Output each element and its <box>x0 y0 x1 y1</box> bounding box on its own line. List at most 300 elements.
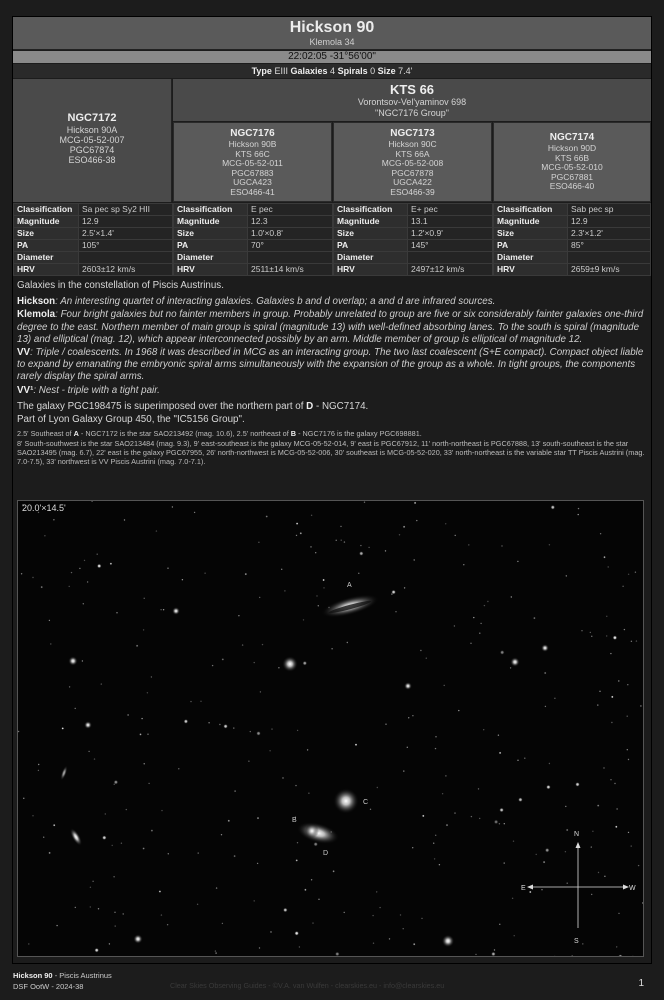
star <box>347 642 348 643</box>
page-subtitle: Klemola 34 <box>309 37 355 47</box>
table-row <box>494 204 651 216</box>
nearby-text: A <box>73 429 79 439</box>
star <box>49 620 50 621</box>
star <box>494 949 495 950</box>
star <box>167 924 168 925</box>
galaxy-alias: MCG-05-52-011 <box>222 158 283 169</box>
value-cell: 1.0'×0.8' <box>248 228 333 240</box>
properties-table-ngc7173 <box>333 203 493 276</box>
star <box>316 595 317 596</box>
star <box>597 804 600 807</box>
bright-star <box>442 935 455 948</box>
star <box>603 556 606 559</box>
compass-w: W <box>629 885 636 892</box>
star <box>622 586 623 587</box>
star <box>565 851 566 852</box>
star <box>61 727 64 730</box>
star <box>611 722 612 723</box>
star <box>500 650 505 655</box>
star <box>84 560 85 561</box>
table-row <box>14 264 173 276</box>
star <box>299 946 300 947</box>
star <box>178 768 179 769</box>
table-row <box>494 228 651 240</box>
nearby-objects-2: 8' South-southwest is the star SAO213484 (mag. 9.3), 9' east-southeast is the galaxy MCG-05-52-014, 9' east is PGC67912, 11' north-northeast is PGC67888, 13' south-southeast is the star SAO213495 (mag. 6.7), 22' east is the galaxy PGC67955, 26' north-northwest is MCG-05-52-006, 30' southeast is MCG-05-52-020, 33' north-northeast is the variable star TT Piscis Austrini (mag. 7.0-7.5), 33' northwest is VV Piscis Austrini (mag. 7.0-7.1). <box>17 439 645 467</box>
star <box>412 715 413 716</box>
table-row <box>14 252 173 264</box>
galaxy-alias: UGCA423 <box>233 177 272 188</box>
star <box>322 579 325 582</box>
star <box>512 898 513 899</box>
star <box>219 724 220 725</box>
star <box>501 545 502 546</box>
galaxy-card-ngc7173 <box>333 122 492 202</box>
star <box>499 924 500 925</box>
label-cell: HRV <box>334 264 408 276</box>
star <box>121 843 122 844</box>
table-row <box>174 228 333 240</box>
table-row <box>334 204 493 216</box>
star <box>575 782 580 787</box>
star <box>167 568 168 569</box>
star <box>608 566 609 567</box>
label-cell: Diameter <box>14 252 79 264</box>
star <box>265 515 268 518</box>
star <box>414 502 417 505</box>
star <box>445 523 446 524</box>
star <box>335 952 340 957</box>
star <box>604 876 605 877</box>
star <box>373 943 374 944</box>
star <box>208 722 209 723</box>
value-cell: 2511±14 km/s <box>248 264 333 276</box>
star <box>413 943 416 946</box>
star <box>581 630 582 631</box>
star <box>504 823 505 824</box>
pgc-paragraph <box>17 401 649 413</box>
constellation-text: Galaxies in the constellation of Piscis Austrinus. <box>17 280 224 291</box>
galaxy-alias: UGCA422 <box>393 177 432 188</box>
star <box>638 865 639 866</box>
star <box>151 676 152 677</box>
star <box>403 928 404 929</box>
star <box>463 564 464 565</box>
star <box>32 577 33 578</box>
star <box>517 561 518 562</box>
star <box>234 790 235 791</box>
star <box>303 619 304 620</box>
lyon-paragraph: Part of Lyon Galaxy Group 450, the "IC5156 Group". <box>17 414 245 426</box>
star <box>591 636 592 637</box>
star <box>578 514 579 515</box>
bright-star <box>133 934 143 944</box>
label-cell: Classification <box>174 204 248 216</box>
nearby-text: 2.5' Southeast of <box>17 429 74 439</box>
star <box>296 535 297 536</box>
star <box>494 820 499 825</box>
star <box>624 629 625 630</box>
star <box>115 925 116 926</box>
star <box>222 923 223 924</box>
star <box>610 779 611 780</box>
star <box>126 809 127 810</box>
star <box>75 907 76 908</box>
star <box>200 701 201 702</box>
star <box>529 956 530 957</box>
star <box>269 750 270 751</box>
star <box>43 837 44 838</box>
star <box>385 550 386 551</box>
value-cell: 85° <box>568 240 651 252</box>
star <box>433 843 434 844</box>
galaxy-alias: PGC67881 <box>550 171 594 182</box>
star <box>163 609 164 610</box>
label-cell: Diameter <box>494 252 568 264</box>
star <box>499 752 502 755</box>
table-row <box>494 216 651 228</box>
group-header-kts66 <box>173 79 651 121</box>
galaxy-alias: MCG-05-52-010 <box>541 162 603 173</box>
star <box>543 861 546 864</box>
star <box>341 540 342 541</box>
star <box>544 672 547 675</box>
galaxy-alias: PGC67878 <box>391 167 434 178</box>
star <box>444 685 445 686</box>
star <box>112 845 113 846</box>
star <box>360 545 361 546</box>
star <box>442 793 443 794</box>
galaxy-name: NGC7174 <box>549 132 595 143</box>
star <box>615 825 618 828</box>
star <box>147 734 148 735</box>
star <box>254 900 255 901</box>
label-cell: PA <box>174 240 248 252</box>
star <box>142 847 145 850</box>
star <box>260 691 261 692</box>
footer-info <box>13 970 112 992</box>
star <box>311 879 312 880</box>
value-cell: 1.2'×0.9' <box>408 228 493 240</box>
star <box>631 845 632 846</box>
star <box>541 889 542 890</box>
galaxy-alias: ESO466-40 <box>549 181 595 192</box>
star <box>82 660 83 661</box>
star <box>591 846 592 847</box>
star <box>332 870 335 873</box>
star <box>144 763 145 764</box>
galaxy-alias: KTS 66A <box>395 148 430 159</box>
star <box>97 554 98 555</box>
vv1-paragraph <box>17 385 649 397</box>
star <box>344 912 345 913</box>
star <box>454 812 455 813</box>
value-cell <box>248 252 333 264</box>
star <box>204 573 205 574</box>
properties-table-ngc7174 <box>493 203 651 276</box>
pgc-text-b: D <box>306 400 314 412</box>
star <box>517 760 518 761</box>
star <box>281 569 282 570</box>
star <box>221 658 224 661</box>
star <box>628 574 629 575</box>
table-row <box>334 252 493 264</box>
star <box>69 686 70 687</box>
star <box>92 881 93 882</box>
star <box>487 601 488 602</box>
table-row <box>174 264 333 276</box>
star <box>478 788 479 789</box>
page-number: 1 <box>638 978 644 989</box>
star <box>223 724 228 729</box>
star <box>160 609 161 610</box>
star <box>479 818 480 819</box>
star <box>233 727 234 728</box>
compass-n: N <box>574 831 580 838</box>
value-cell: 2659±9 km/s <box>568 264 651 276</box>
star <box>635 572 636 573</box>
star <box>491 952 496 957</box>
galaxies-label: Galaxies <box>290 66 328 76</box>
star <box>554 698 555 699</box>
label-cell: Diameter <box>334 252 408 264</box>
value-cell <box>79 252 173 264</box>
galaxies-value: 4 <box>330 66 336 76</box>
star <box>603 767 604 768</box>
label-cell: Magnitude <box>14 216 79 228</box>
star <box>391 590 396 595</box>
label-cell: Diameter <box>174 252 248 264</box>
value-cell: E pec <box>248 204 333 216</box>
star <box>21 573 22 574</box>
galaxy-alias: Hickson 90B <box>228 139 277 149</box>
star <box>364 502 365 503</box>
klemola-paragraph <box>17 309 649 346</box>
galaxy-alias: Hickson 90C <box>388 139 437 149</box>
label-d: D <box>323 850 329 857</box>
galaxy-card-ngc7174 <box>493 122 651 202</box>
starfield <box>18 501 644 957</box>
type-value: EIII <box>274 66 288 76</box>
klemola-text: : Four bright galaxies but no fainter members in group. Probably unrelated to group are five or six considerably fainter galaxies one-third degree to the east. Northern member of main group is spiral (magnitude 13) with well-defined absorbing lanes. To the south is spiral (magnitude 13) and elliptical (mag. 12), which appear interconnected possibly by an arm. Middle member of group is elliptical of magnitude 12. <box>17 309 644 345</box>
size-label: Size <box>377 66 396 76</box>
star <box>404 587 405 588</box>
value-cell: Sab pec sp <box>568 204 651 216</box>
star <box>407 747 408 748</box>
table-row <box>334 216 493 228</box>
table-row <box>334 240 493 252</box>
field-of-view: 20.0'×14.5' <box>22 503 66 513</box>
label-cell: HRV <box>174 264 248 276</box>
value-cell: 12.9 <box>79 216 173 228</box>
star <box>79 568 80 569</box>
star <box>628 832 629 833</box>
table-row <box>174 240 333 252</box>
star <box>435 736 436 737</box>
group-alias: "NGC7176 Group" <box>375 108 449 118</box>
pgc-text-a: The galaxy PGC198475 is superimposed over the northern part of <box>17 400 307 412</box>
galaxy-alias: ESO466-39 <box>390 186 435 197</box>
star <box>471 816 472 817</box>
star <box>455 535 456 536</box>
star <box>473 617 474 618</box>
star <box>161 810 162 811</box>
value-cell: 145° <box>408 240 493 252</box>
footer-title-line <box>13 970 112 981</box>
hickson-text: : An interesting quartet of interacting galaxies. Galaxies b and d overlap; a and d are infrared sources. <box>55 296 496 308</box>
star <box>258 542 259 543</box>
hickson-paragraph <box>17 296 649 308</box>
star <box>44 535 45 536</box>
value-cell: 12.9 <box>568 216 651 228</box>
star <box>242 644 243 645</box>
star <box>216 887 217 888</box>
star <box>97 564 102 569</box>
star <box>566 829 569 832</box>
sky-image <box>17 500 644 957</box>
galaxy-alias: ESO466-38 <box>68 155 116 165</box>
star <box>168 853 169 854</box>
star <box>284 590 285 591</box>
star <box>53 824 56 827</box>
star <box>302 661 307 666</box>
star <box>572 955 573 956</box>
star <box>94 948 99 953</box>
star <box>377 787 378 788</box>
table-row <box>174 252 333 264</box>
star <box>262 644 263 645</box>
star <box>331 648 332 649</box>
value-cell: 70° <box>248 240 333 252</box>
value-cell <box>408 252 493 264</box>
label-cell: Magnitude <box>334 216 408 228</box>
label-cell: Classification <box>14 204 79 216</box>
type-line <box>13 64 651 78</box>
star <box>403 770 404 771</box>
star <box>184 719 189 724</box>
star <box>358 573 359 574</box>
star <box>212 665 213 666</box>
star <box>499 808 504 813</box>
star <box>336 540 337 541</box>
star <box>614 783 615 784</box>
galaxy-alias: KTS 66C <box>235 148 270 159</box>
star <box>636 640 637 641</box>
star <box>426 658 427 659</box>
star <box>311 515 312 516</box>
galaxy-alias: Hickson 90D <box>547 143 597 153</box>
star <box>550 505 555 510</box>
star <box>172 506 173 507</box>
star <box>307 749 308 750</box>
star <box>215 950 216 951</box>
label-cell: HRV <box>14 264 79 276</box>
group-alias: Vorontsov-Vel'yaminov 698 <box>357 97 467 107</box>
star <box>113 876 114 877</box>
star <box>139 733 142 736</box>
star <box>642 902 643 903</box>
properties-table-ngc7176 <box>173 203 333 276</box>
star <box>257 817 260 820</box>
bright-star <box>541 644 549 652</box>
label-a: A <box>347 582 352 589</box>
star <box>296 522 299 525</box>
star <box>475 954 476 955</box>
star <box>28 943 29 944</box>
star <box>87 581 88 582</box>
label-cell: Classification <box>334 204 408 216</box>
star <box>148 783 149 784</box>
star <box>524 758 525 759</box>
vv-paragraph <box>17 347 649 384</box>
star <box>545 848 550 853</box>
star <box>53 519 54 520</box>
star <box>259 597 260 598</box>
star <box>359 551 364 556</box>
label-cell: Classification <box>494 204 568 216</box>
label-cell: Size <box>334 228 408 240</box>
star <box>618 680 619 681</box>
star <box>454 625 455 626</box>
star <box>628 759 629 760</box>
star <box>421 918 422 919</box>
star <box>344 541 345 542</box>
star <box>389 938 390 939</box>
star <box>480 623 481 624</box>
star <box>598 872 599 873</box>
value-cell: Sa pec sp Sy2 HII <box>79 204 173 216</box>
star <box>98 908 99 909</box>
galaxy-alias: KTS 66B <box>554 152 590 163</box>
star <box>435 835 436 836</box>
star <box>514 935 515 936</box>
star <box>123 913 124 914</box>
table-row <box>14 216 173 228</box>
star <box>136 644 139 647</box>
table-row <box>14 204 173 216</box>
star <box>124 519 125 520</box>
table-row <box>494 240 651 252</box>
star <box>114 784 115 785</box>
label-cell: Magnitude <box>174 216 248 228</box>
star <box>578 508 579 509</box>
star <box>90 887 91 888</box>
star <box>114 912 115 913</box>
star <box>297 730 298 731</box>
table-row <box>174 216 333 228</box>
value-cell <box>568 252 651 264</box>
star <box>597 704 598 705</box>
star <box>270 931 271 932</box>
hickson-label: Hickson <box>17 296 56 308</box>
bright-star <box>68 656 78 666</box>
star <box>376 891 377 892</box>
star <box>565 806 566 807</box>
star <box>400 914 401 915</box>
star <box>297 842 298 843</box>
table-row <box>334 228 493 240</box>
star <box>295 785 296 786</box>
star <box>616 946 617 947</box>
table-row <box>494 252 651 264</box>
value-cell: 2497±12 km/s <box>408 264 493 276</box>
bright-star <box>404 682 412 690</box>
nearby-text: B <box>290 429 297 439</box>
star <box>278 667 279 668</box>
star <box>32 815 33 816</box>
star <box>627 749 628 750</box>
galaxy-alias: ESO466-41 <box>230 186 275 197</box>
star <box>116 612 117 613</box>
